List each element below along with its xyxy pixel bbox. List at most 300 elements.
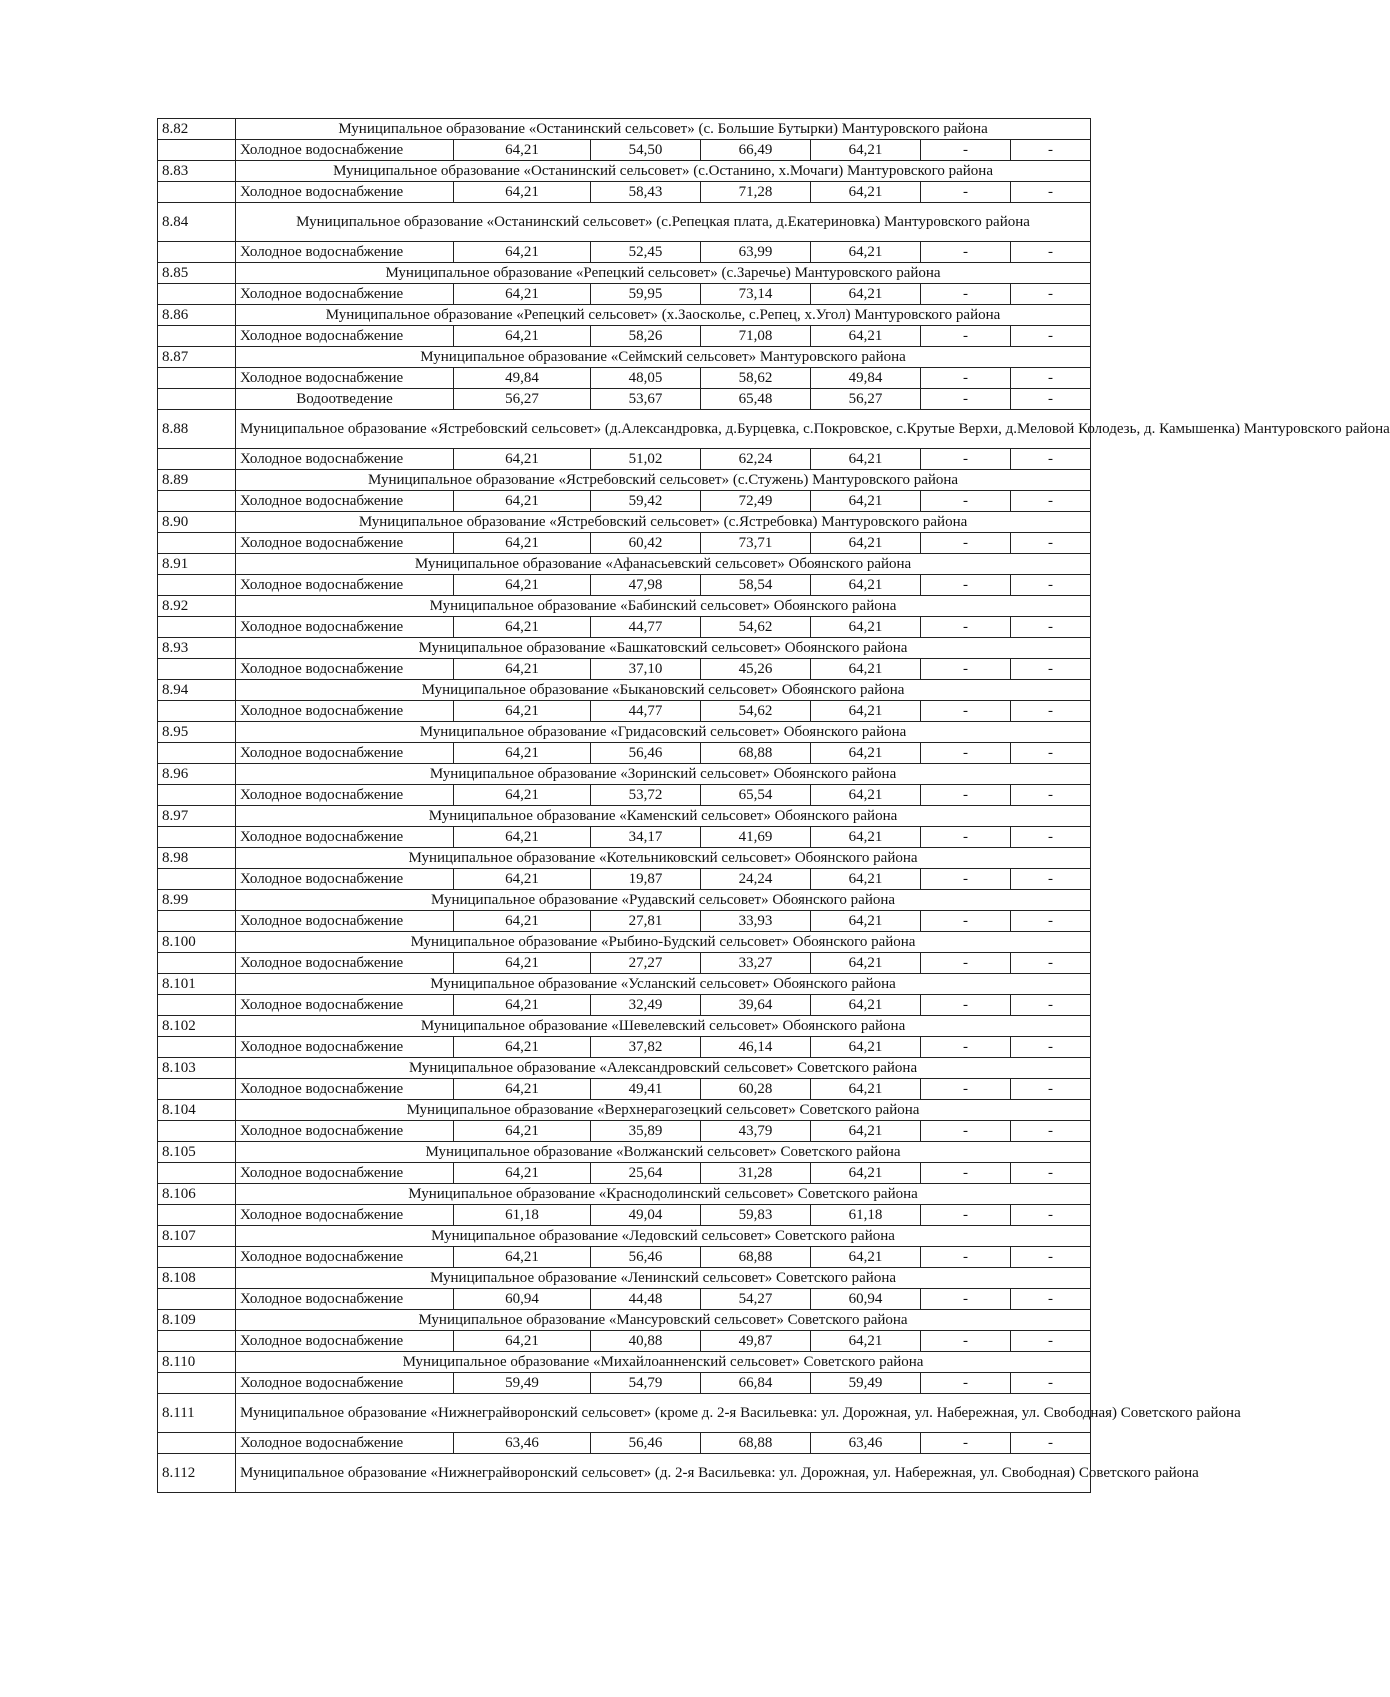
service-name: Холодное водоснабжение xyxy=(236,182,454,203)
tariff-value: 64,21 xyxy=(811,575,921,596)
tariff-value: 64,21 xyxy=(454,1121,591,1142)
empty-cell xyxy=(158,743,236,764)
section-title: Муниципальное образование «Рыбино-Будский сельсовет» Обоянского района xyxy=(236,932,1091,953)
tariff-value: 60,94 xyxy=(811,1289,921,1310)
section-header-row xyxy=(158,1058,1091,1079)
section-number: 8.107 xyxy=(158,1226,236,1247)
dash-cell: - xyxy=(921,575,1011,596)
section-header-row xyxy=(158,764,1091,785)
tariff-value: 40,88 xyxy=(591,1331,701,1352)
tariff-value: 64,21 xyxy=(811,449,921,470)
table-row xyxy=(158,242,1091,263)
tariff-value: 56,46 xyxy=(591,743,701,764)
tariff-value: 64,21 xyxy=(454,1163,591,1184)
table-row xyxy=(158,284,1091,305)
tariff-value: 49,41 xyxy=(591,1079,701,1100)
tariff-value: 34,17 xyxy=(591,827,701,848)
tariff-value: 64,21 xyxy=(454,785,591,806)
service-name: Холодное водоснабжение xyxy=(236,1205,454,1226)
empty-cell xyxy=(158,869,236,890)
service-name: Холодное водоснабжение xyxy=(236,368,454,389)
dash-cell: - xyxy=(1011,284,1091,305)
tariff-value: 64,21 xyxy=(454,242,591,263)
dash-cell: - xyxy=(1011,1373,1091,1394)
dash-cell: - xyxy=(921,284,1011,305)
tariff-value: 31,28 xyxy=(701,1163,811,1184)
tariff-value: 64,21 xyxy=(454,1079,591,1100)
table-row xyxy=(158,1247,1091,1268)
section-header-row xyxy=(158,1454,1091,1493)
tariff-value: 64,21 xyxy=(454,911,591,932)
table-row xyxy=(158,491,1091,512)
empty-cell xyxy=(158,1289,236,1310)
tariff-value: 27,81 xyxy=(591,911,701,932)
tariff-value: 58,43 xyxy=(591,182,701,203)
empty-cell xyxy=(158,575,236,596)
empty-cell xyxy=(158,953,236,974)
tariff-value: 60,94 xyxy=(454,1289,591,1310)
tariff-value: 68,88 xyxy=(701,1433,811,1454)
service-name: Холодное водоснабжение xyxy=(236,1079,454,1100)
table-row xyxy=(158,1121,1091,1142)
table-row xyxy=(158,743,1091,764)
tariff-value: 64,21 xyxy=(454,533,591,554)
tariff-value: 64,21 xyxy=(454,953,591,974)
section-number: 8.95 xyxy=(158,722,236,743)
dash-cell: - xyxy=(1011,1121,1091,1142)
tariff-value: 64,21 xyxy=(811,617,921,638)
tariff-value: 33,27 xyxy=(701,953,811,974)
service-name: Холодное водоснабжение xyxy=(236,701,454,722)
tariff-value: 66,49 xyxy=(701,140,811,161)
service-name: Холодное водоснабжение xyxy=(236,449,454,470)
table-row xyxy=(158,1205,1091,1226)
table-row xyxy=(158,182,1091,203)
section-header-row xyxy=(158,1184,1091,1205)
dash-cell: - xyxy=(1011,1433,1091,1454)
empty-cell xyxy=(158,617,236,638)
tariff-value: 56,27 xyxy=(811,389,921,410)
section-number: 8.84 xyxy=(158,203,236,242)
tariff-value: 71,08 xyxy=(701,326,811,347)
section-number: 8.91 xyxy=(158,554,236,575)
dash-cell: - xyxy=(1011,995,1091,1016)
dash-cell: - xyxy=(1011,953,1091,974)
section-title: Муниципальное образование «Гридасовский сельсовет» Обоянского района xyxy=(236,722,1091,743)
dash-cell: - xyxy=(1011,743,1091,764)
table-row xyxy=(158,1037,1091,1058)
dash-cell: - xyxy=(921,869,1011,890)
service-name: Холодное водоснабжение xyxy=(236,1037,454,1058)
empty-cell xyxy=(158,140,236,161)
section-header-row xyxy=(158,722,1091,743)
tariff-value: 64,21 xyxy=(811,659,921,680)
section-number: 8.85 xyxy=(158,263,236,284)
tariff-table xyxy=(157,118,1390,1493)
section-header-row xyxy=(158,470,1091,491)
dash-cell: - xyxy=(921,995,1011,1016)
tariff-value: 52,45 xyxy=(591,242,701,263)
tariff-value: 49,04 xyxy=(591,1205,701,1226)
dash-cell: - xyxy=(921,743,1011,764)
tariff-value: 64,21 xyxy=(454,182,591,203)
section-header-row xyxy=(158,119,1091,140)
dash-cell: - xyxy=(921,785,1011,806)
service-name: Холодное водоснабжение xyxy=(236,911,454,932)
tariff-value: 24,24 xyxy=(701,869,811,890)
section-number: 8.98 xyxy=(158,848,236,869)
empty-cell xyxy=(158,284,236,305)
section-number: 8.90 xyxy=(158,512,236,533)
tariff-value: 61,18 xyxy=(454,1205,591,1226)
section-header-row xyxy=(158,1142,1091,1163)
dash-cell: - xyxy=(1011,659,1091,680)
tariff-value: 63,46 xyxy=(454,1433,591,1454)
section-number: 8.96 xyxy=(158,764,236,785)
tariff-value: 68,88 xyxy=(701,743,811,764)
dash-cell: - xyxy=(1011,827,1091,848)
section-header-row xyxy=(158,347,1091,368)
empty-cell xyxy=(158,995,236,1016)
tariff-value: 64,21 xyxy=(454,743,591,764)
tariff-value: 64,21 xyxy=(454,701,591,722)
dash-cell: - xyxy=(921,1205,1011,1226)
section-number: 8.89 xyxy=(158,470,236,491)
tariff-value: 39,64 xyxy=(701,995,811,1016)
tariff-value: 64,21 xyxy=(811,242,921,263)
section-number: 8.100 xyxy=(158,932,236,953)
service-name: Холодное водоснабжение xyxy=(236,617,454,638)
empty-cell xyxy=(158,491,236,512)
tariff-value: 54,79 xyxy=(591,1373,701,1394)
section-number: 8.108 xyxy=(158,1268,236,1289)
dash-cell: - xyxy=(1011,1289,1091,1310)
dash-cell: - xyxy=(921,1289,1011,1310)
section-title: Муниципальное образование «Рудавский сельсовет» Обоянского района xyxy=(236,890,1091,911)
dash-cell: - xyxy=(921,1331,1011,1352)
empty-cell xyxy=(158,785,236,806)
section-title: Муниципальное образование «Волжанский сельсовет» Советского района xyxy=(236,1142,1091,1163)
empty-cell xyxy=(158,1037,236,1058)
service-name: Холодное водоснабжение xyxy=(236,575,454,596)
tariff-value: 43,79 xyxy=(701,1121,811,1142)
dash-cell: - xyxy=(1011,1205,1091,1226)
section-header-row xyxy=(158,848,1091,869)
table-row xyxy=(158,869,1091,890)
empty-cell xyxy=(158,368,236,389)
section-header-row xyxy=(158,203,1091,242)
service-name: Холодное водоснабжение xyxy=(236,1289,454,1310)
table-row xyxy=(158,449,1091,470)
section-number: 8.102 xyxy=(158,1016,236,1037)
tariff-value: 61,18 xyxy=(811,1205,921,1226)
service-name: Холодное водоснабжение xyxy=(236,1373,454,1394)
tariff-value: 64,21 xyxy=(454,284,591,305)
dash-cell: - xyxy=(1011,1163,1091,1184)
tariff-value: 64,21 xyxy=(811,785,921,806)
section-number: 8.101 xyxy=(158,974,236,995)
section-header-row xyxy=(158,1352,1091,1373)
tariff-value: 25,64 xyxy=(591,1163,701,1184)
empty-cell xyxy=(158,659,236,680)
dash-cell: - xyxy=(921,389,1011,410)
tariff-value: 62,24 xyxy=(701,449,811,470)
empty-cell xyxy=(158,389,236,410)
table-row xyxy=(158,533,1091,554)
empty-cell xyxy=(158,1121,236,1142)
tariff-value: 56,46 xyxy=(591,1247,701,1268)
section-header-row xyxy=(158,1016,1091,1037)
tariff-value: 59,95 xyxy=(591,284,701,305)
dash-cell: - xyxy=(1011,911,1091,932)
section-number: 8.109 xyxy=(158,1310,236,1331)
tariff-value: 27,27 xyxy=(591,953,701,974)
service-name: Холодное водоснабжение xyxy=(236,284,454,305)
tariff-value: 64,21 xyxy=(811,743,921,764)
dash-cell: - xyxy=(1011,533,1091,554)
tariff-value: 64,21 xyxy=(454,617,591,638)
table-row xyxy=(158,140,1091,161)
section-title: Муниципальное образование «Останинский сельсовет» (с.Репецкая плата, д.Екатериновка) Мантуровского района xyxy=(236,203,1091,242)
section-header-row xyxy=(158,890,1091,911)
dash-cell: - xyxy=(921,242,1011,263)
table-row xyxy=(158,995,1091,1016)
tariff-value: 64,21 xyxy=(811,140,921,161)
section-number: 8.110 xyxy=(158,1352,236,1373)
tariff-value: 56,46 xyxy=(591,1433,701,1454)
section-number: 8.111 xyxy=(158,1394,236,1433)
section-header-row xyxy=(158,1226,1091,1247)
tariff-value: 64,21 xyxy=(811,1079,921,1100)
dash-cell: - xyxy=(1011,575,1091,596)
section-title: Муниципальное образование «Бабинский сельсовет» Обоянского района xyxy=(236,596,1091,617)
dash-cell: - xyxy=(921,491,1011,512)
tariff-value: 64,21 xyxy=(454,869,591,890)
table-row xyxy=(158,617,1091,638)
empty-cell xyxy=(158,533,236,554)
empty-cell xyxy=(158,1331,236,1352)
empty-cell xyxy=(158,1247,236,1268)
tariff-value: 64,21 xyxy=(454,1247,591,1268)
service-name: Холодное водоснабжение xyxy=(236,326,454,347)
empty-cell xyxy=(158,182,236,203)
section-header-row xyxy=(158,305,1091,326)
section-number: 8.92 xyxy=(158,596,236,617)
tariff-value: 64,21 xyxy=(811,953,921,974)
tariff-value: 49,84 xyxy=(454,368,591,389)
dash-cell: - xyxy=(921,1079,1011,1100)
empty-cell xyxy=(158,326,236,347)
table-row xyxy=(158,785,1091,806)
table-row xyxy=(158,827,1091,848)
tariff-value: 59,83 xyxy=(701,1205,811,1226)
tariff-value: 51,02 xyxy=(591,449,701,470)
section-title: Муниципальное образование «Шевелевский сельсовет» Обоянского района xyxy=(236,1016,1091,1037)
service-name: Холодное водоснабжение xyxy=(236,1121,454,1142)
section-title: Муниципальное образование «Быкановский сельсовет» Обоянского района xyxy=(236,680,1091,701)
service-name: Холодное водоснабжение xyxy=(236,1433,454,1454)
tariff-value: 64,21 xyxy=(454,1037,591,1058)
tariff-value: 64,21 xyxy=(811,284,921,305)
section-number: 8.88 xyxy=(158,410,236,449)
section-title: Муниципальное образование «Ястребовский сельсовет» (с.Ястребовка) Мантуровского района xyxy=(236,512,1091,533)
tariff-value: 64,21 xyxy=(811,326,921,347)
tariff-value: 73,71 xyxy=(701,533,811,554)
section-title: Муниципальное образование «Каменский сельсовет» Обоянского района xyxy=(236,806,1091,827)
tariff-value: 64,21 xyxy=(811,911,921,932)
dash-cell: - xyxy=(921,1037,1011,1058)
service-name: Холодное водоснабжение xyxy=(236,785,454,806)
tariff-value: 59,49 xyxy=(811,1373,921,1394)
tariff-value: 60,42 xyxy=(591,533,701,554)
empty-cell xyxy=(158,449,236,470)
section-header-row xyxy=(158,554,1091,575)
section-title: Муниципальное образование «Сеймский сельсовет» Мантуровского района xyxy=(236,347,1091,368)
tariff-value: 47,98 xyxy=(591,575,701,596)
section-number: 8.97 xyxy=(158,806,236,827)
dash-cell: - xyxy=(1011,491,1091,512)
tariff-value: 58,26 xyxy=(591,326,701,347)
dash-cell: - xyxy=(1011,449,1091,470)
section-title: Муниципальное образование «Зоринский сельсовет» Обоянского района xyxy=(236,764,1091,785)
table-row xyxy=(158,326,1091,347)
section-title: Муниципальное образование «Михайлоанненский сельсовет» Советского района xyxy=(236,1352,1091,1373)
section-title: Муниципальное образование «Башкатовский сельсовет» Обоянского района xyxy=(236,638,1091,659)
service-name: Водоотведение xyxy=(236,389,454,410)
section-header-row xyxy=(158,1394,1091,1433)
dash-cell: - xyxy=(1011,869,1091,890)
tariff-value: 64,21 xyxy=(454,575,591,596)
tariff-value: 63,46 xyxy=(811,1433,921,1454)
dash-cell: - xyxy=(921,659,1011,680)
tariff-value: 64,21 xyxy=(811,701,921,722)
dash-cell: - xyxy=(921,326,1011,347)
tariff-value: 44,77 xyxy=(591,617,701,638)
tariff-value: 64,21 xyxy=(454,140,591,161)
dash-cell: - xyxy=(921,140,1011,161)
service-name: Холодное водоснабжение xyxy=(236,1331,454,1352)
section-number: 8.103 xyxy=(158,1058,236,1079)
dash-cell: - xyxy=(921,449,1011,470)
service-name: Холодное водоснабжение xyxy=(236,743,454,764)
section-title: Муниципальное образование «Афанасьевский сельсовет» Обоянского района xyxy=(236,554,1091,575)
tariff-value: 63,99 xyxy=(701,242,811,263)
section-title: Муниципальное образование «Нижнеграйворонский сельсовет» (д. 2-я Васильевка: ул. Дорожная, ул. Набережная, ул. Свободная) Советского района xyxy=(236,1454,1091,1493)
section-header-row xyxy=(158,410,1091,449)
tariff-value: 64,21 xyxy=(454,659,591,680)
dash-cell: - xyxy=(921,1163,1011,1184)
dash-cell: - xyxy=(1011,701,1091,722)
section-header-row xyxy=(158,512,1091,533)
tariff-value: 65,54 xyxy=(701,785,811,806)
tariff-value: 60,28 xyxy=(701,1079,811,1100)
table-row xyxy=(158,1433,1091,1454)
table-row xyxy=(158,1331,1091,1352)
table-row xyxy=(158,1373,1091,1394)
tariff-value: 54,62 xyxy=(701,617,811,638)
service-name: Холодное водоснабжение xyxy=(236,1163,454,1184)
tariff-value: 58,62 xyxy=(701,368,811,389)
dash-cell: - xyxy=(1011,1079,1091,1100)
section-header-row xyxy=(158,263,1091,284)
dash-cell: - xyxy=(1011,140,1091,161)
table-row xyxy=(158,1163,1091,1184)
tariff-value: 64,21 xyxy=(811,491,921,512)
dash-cell: - xyxy=(921,911,1011,932)
tariff-value: 64,21 xyxy=(811,1331,921,1352)
section-title: Муниципальное образование «Котельниковский сельсовет» Обоянского района xyxy=(236,848,1091,869)
dash-cell: - xyxy=(1011,242,1091,263)
section-number: 8.94 xyxy=(158,680,236,701)
dash-cell: - xyxy=(921,1247,1011,1268)
tariff-value: 33,93 xyxy=(701,911,811,932)
tariff-value: 56,27 xyxy=(454,389,591,410)
section-number: 8.87 xyxy=(158,347,236,368)
dash-cell: - xyxy=(921,182,1011,203)
empty-cell xyxy=(158,1079,236,1100)
section-title: Муниципальное образование «Репецкий сельсовет» (х.Заосколье, с.Репец, х.Угол) Мантуровского района xyxy=(236,305,1091,326)
dash-cell: - xyxy=(1011,1331,1091,1352)
table-row xyxy=(158,953,1091,974)
section-number: 8.99 xyxy=(158,890,236,911)
tariff-value: 44,77 xyxy=(591,701,701,722)
dash-cell: - xyxy=(921,701,1011,722)
tariff-value: 64,21 xyxy=(454,491,591,512)
dash-cell: - xyxy=(1011,617,1091,638)
tariff-value: 64,21 xyxy=(811,182,921,203)
tariff-value: 59,49 xyxy=(454,1373,591,1394)
section-title: Муниципальное образование «Александровский сельсовет» Советского района xyxy=(236,1058,1091,1079)
tariff-value: 53,72 xyxy=(591,785,701,806)
table-row xyxy=(158,701,1091,722)
tariff-value: 19,87 xyxy=(591,869,701,890)
section-title: Муниципальное образование «Краснодолинский сельсовет» Советского района xyxy=(236,1184,1091,1205)
tariff-value: 72,49 xyxy=(701,491,811,512)
table-row xyxy=(158,659,1091,680)
dash-cell: - xyxy=(921,1433,1011,1454)
tariff-value: 37,10 xyxy=(591,659,701,680)
tariff-value: 54,27 xyxy=(701,1289,811,1310)
dash-cell: - xyxy=(921,827,1011,848)
tariff-value: 64,21 xyxy=(811,533,921,554)
section-header-row xyxy=(158,596,1091,617)
section-title: Муниципальное образование «Останинский сельсовет» (с.Останино, х.Мочаги) Мантуровского района xyxy=(236,161,1091,182)
dash-cell: - xyxy=(1011,182,1091,203)
section-header-row xyxy=(158,932,1091,953)
service-name: Холодное водоснабжение xyxy=(236,953,454,974)
section-title: Муниципальное образование «Верхнерагозецкий сельсовет» Советского района xyxy=(236,1100,1091,1121)
empty-cell xyxy=(158,242,236,263)
service-name: Холодное водоснабжение xyxy=(236,659,454,680)
section-header-row xyxy=(158,161,1091,182)
tariff-value: 65,48 xyxy=(701,389,811,410)
section-header-row xyxy=(158,638,1091,659)
dash-cell: - xyxy=(921,617,1011,638)
dash-cell: - xyxy=(921,1121,1011,1142)
tariff-value: 49,87 xyxy=(701,1331,811,1352)
section-header-row xyxy=(158,1310,1091,1331)
dash-cell: - xyxy=(921,533,1011,554)
empty-cell xyxy=(158,1163,236,1184)
table-row xyxy=(158,389,1091,410)
empty-cell xyxy=(158,1433,236,1454)
empty-cell xyxy=(158,701,236,722)
dash-cell: - xyxy=(1011,1037,1091,1058)
tariff-value: 54,50 xyxy=(591,140,701,161)
tariff-value: 45,26 xyxy=(701,659,811,680)
service-name: Холодное водоснабжение xyxy=(236,827,454,848)
table-row xyxy=(158,911,1091,932)
